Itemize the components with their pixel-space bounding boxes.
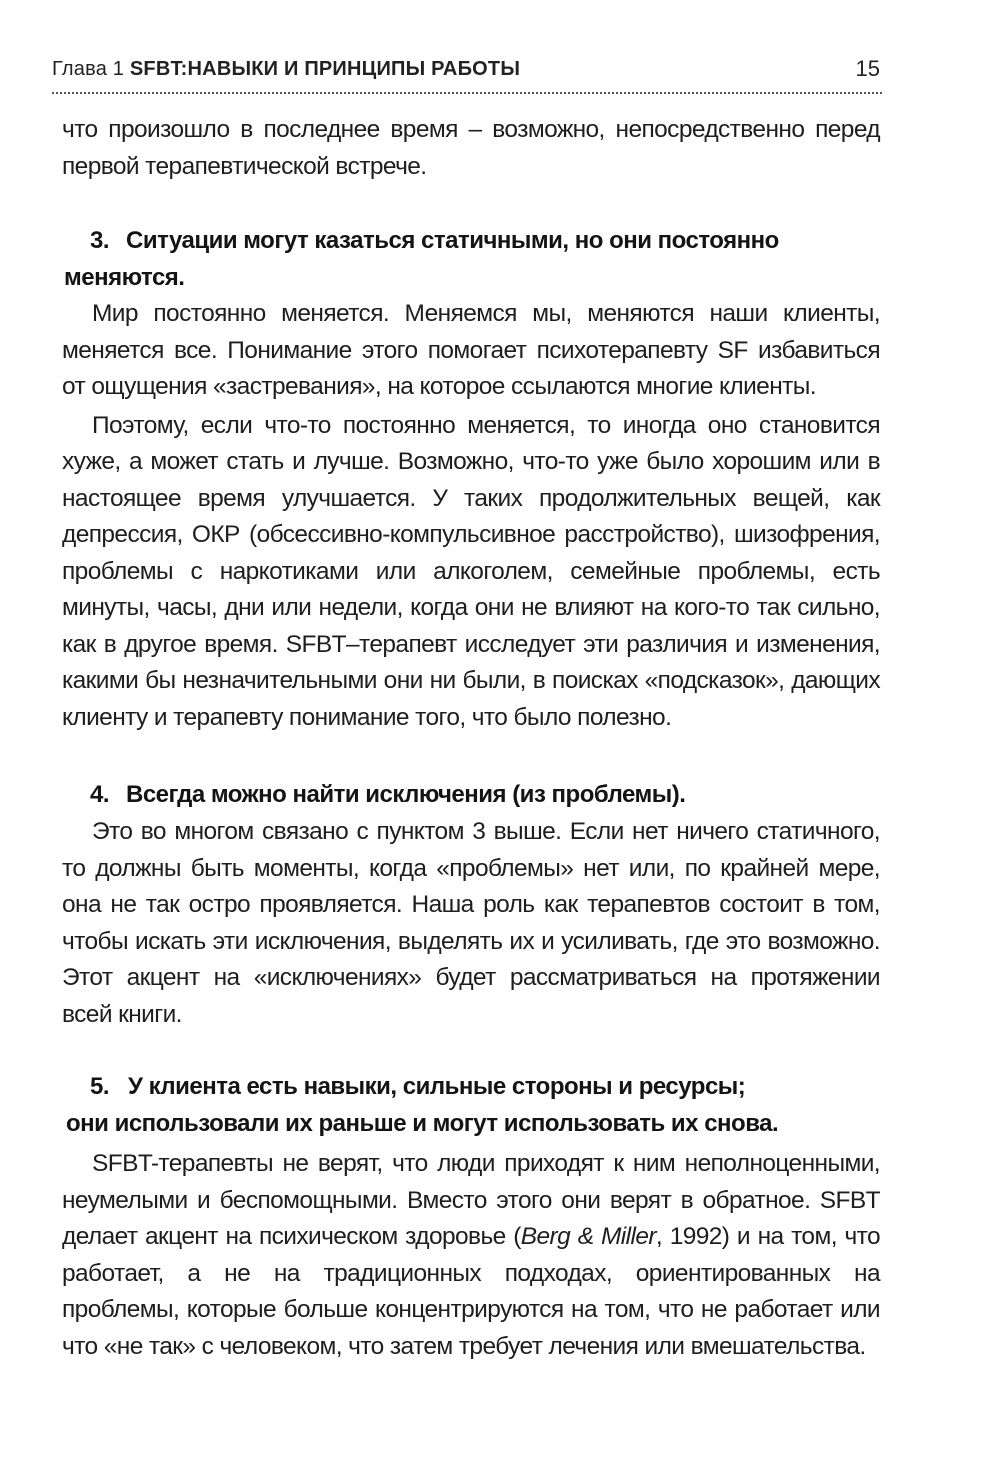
intro-paragraph-block bbox=[62, 112, 880, 185]
section-4-title: Всегда можно найти исключения (из проблемы). bbox=[126, 781, 686, 808]
section-3-body bbox=[62, 296, 880, 736]
section-3-number: 3. bbox=[90, 227, 110, 254]
section-3-title-line2: меняются. bbox=[64, 264, 185, 291]
page-number: 15 bbox=[855, 56, 880, 81]
section-3-paragraph-1: Мир постоянно меняется. Меняемся мы, меняются наши клиенты, меняется все. Понимание этого помогает психотерапевту SF избавиться от ощущения «застревания», на которое ссылаются многие клиенты. bbox=[62, 300, 880, 400]
chapter-title: SFBT:НАВЫКИ И ПРИНЦИПЫ РАБОТЫ bbox=[129, 58, 521, 80]
citation-year: , 1992) bbox=[655, 1223, 730, 1250]
citation-authors: Berg & Miller bbox=[520, 1223, 656, 1250]
section-5-paragraph-1 bbox=[62, 1146, 880, 1365]
section-3-paragraph-2: Поэтому, если что-то постоянно меняется, то иногда оно становится хуже, а может стать и лучше. Возможно, что-то уже было хорошим или в настоящее время улучшается. У таких продолжительных вещей, как депрессия, ОКР (обсессивно-компульсивное расстройство), шизофрения, проблемы с наркотиками или алкоголем, семейные проблемы, есть минуты, часы, дни или недели, когда они не влияют на кого-то так сильно, как в другое время. SFBT–терапевт исследует эти различия и изменения, какими бы незначительными они ни были, в поисках «подсказок», дающих клиенту и терапевту понимание того, что было полезно. bbox=[62, 411, 880, 731]
section-5-number: 5. bbox=[90, 1073, 110, 1100]
chapter-heading bbox=[52, 58, 520, 81]
section-4-body bbox=[62, 814, 880, 1033]
section-5-title-line1: У клиента есть навыки, сильные стороны и ресурсы; bbox=[128, 1073, 746, 1100]
section-4-paragraph-1: Это во многом связано с пунктом 3 выше. Если нет ничего статичного, то должны быть моменты, когда «проблемы» нет или, по крайней мере, она не так остро проявляется. Наша роль как терапевтов состоит в том, чтобы искать эти исключения, выделять их и усиливать, где это возможно. Этот акцент на «исключениях» будет рассматриваться на протяжении всей книги. bbox=[62, 818, 880, 1028]
chapter-label: Глава 1 bbox=[52, 58, 125, 80]
section-5-title-line2: они использовали их раньше и могут использовать их снова. bbox=[66, 1110, 779, 1137]
intro-paragraph: что произошло в последнее время – возможно, непосредственно перед первой терапевтической встрече. bbox=[62, 116, 880, 180]
section-5-heading bbox=[62, 1068, 880, 1142]
section-5-paragraph-start: SFBT-терапевты не верят, что люди приходят к ним неполноценными, неумелыми и беспомощными. Вместо этого они верят в обратное. SFBT делает акцент на психическом здоровье ( bbox=[62, 1150, 880, 1250]
section-3-heading bbox=[62, 222, 880, 296]
section-3-title-line1: Ситуации могут казаться статичными, но они постоянно bbox=[126, 227, 779, 254]
section-4-number: 4. bbox=[90, 781, 110, 808]
section-4-heading bbox=[62, 776, 880, 813]
section-5-paragraph-end: и на том, что работает, а не на традиционных подходах, ориентированных на проблемы, которые больше концентрируются на том, что не работает или что «не так» с человеком, что затем требует лечения или вмешательства. bbox=[62, 1223, 880, 1360]
section-5-body bbox=[62, 1146, 880, 1365]
running-header bbox=[52, 52, 882, 94]
